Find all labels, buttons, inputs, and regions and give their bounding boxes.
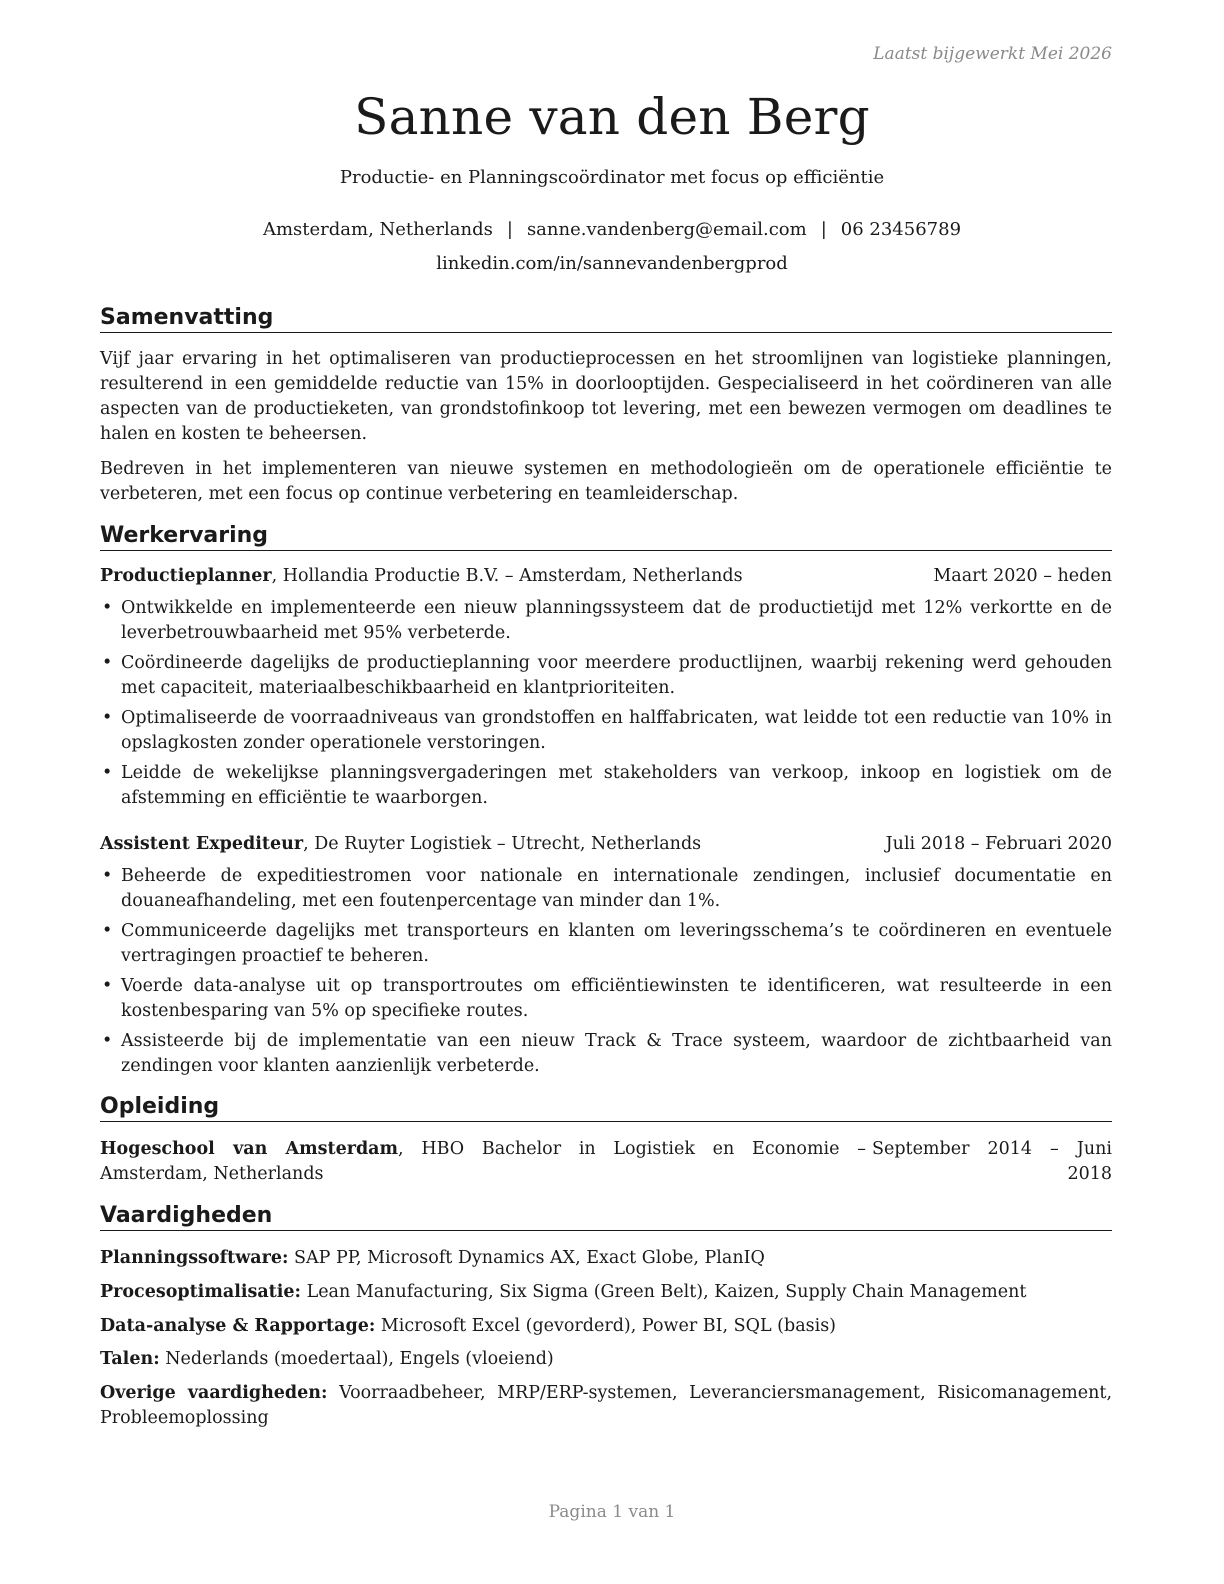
skill-value: Voorraadbeheer, MRP/ERP-systemen, Leveranciersmanagement, Risicomanagement, Probleemoplossing: [100, 1383, 1113, 1428]
list-item: • Coördineerde dagelijks de productieplanning voor meerdere productlijnen, waarbij rekening werd gehouden met capaciteit, materiaalbeschikbaarheid en klantprioriteiten.: [100, 651, 1112, 701]
skill-row: [100, 1246, 1112, 1271]
skill-value: Microsoft Excel (gevorderd), Power BI, SQL (basis): [375, 1316, 837, 1336]
job-employer: , De Ruyter Logistiek – Utrecht, Netherlands: [303, 834, 702, 854]
section-title-experience: Werkervaring: [100, 523, 1112, 551]
skill-row: [100, 1314, 1112, 1339]
skill-label: Procesoptimalisatie:: [100, 1282, 302, 1302]
list-item: • Communiceerde dagelijks met transporteurs en klanten om leveringsschema’s te coördineren en eventuele vertragingen proactief te beheren.: [100, 919, 1112, 969]
summary-paragraph-1: Vijf jaar ervaring in het optimaliseren van productieprocessen en het stroomlijnen van logistieke planningen, resulterend in een gemiddelde reductie van 15% in doorlooptijden. Gespecialiseerd in het coördineren van alle aspecten van de productieketen, van grondstofinkoop tot levering, met een bewezen vermogen om deadlines te halen en kosten te beheersen.: [100, 349, 1112, 444]
job-role: Assistent Expediteur: [100, 834, 304, 854]
section-title-summary: Samenvatting: [100, 305, 1112, 333]
job-dates: Maart 2020 – heden: [933, 566, 1112, 586]
list-item: • Voerde data-analyse uit op transportroutes om efficiëntiewinsten te identificeren, wat resulteerde in een kostenbesparing van 5% op specifieke routes.: [100, 974, 1112, 1024]
education-details: [100, 1137, 872, 1187]
skill-label: Planningssoftware:: [100, 1248, 289, 1268]
job-header: [100, 834, 1112, 854]
job-employer: , Hollandia Productie B.V. – Amsterdam, Netherlands: [271, 566, 743, 586]
location: Amsterdam, Netherlands: [262, 219, 493, 240]
skill-row: [100, 1280, 1112, 1305]
skill-row: [100, 1347, 1112, 1372]
linkedin-link[interactable]: linkedin.com/in/sannevandenbergprod: [436, 253, 788, 274]
school-name: Hogeschool van Amsterdam: [100, 1139, 399, 1159]
job-bullets: [100, 596, 1112, 816]
skill-label: Data-analyse & Rapportage:: [100, 1316, 376, 1336]
job-header: [100, 566, 1112, 586]
list-item: • Ontwikkelde en implementeerde een nieuw planningssysteem dat de productietijd met 12% verkortte en de leverbetrouwbaarheid met 95% verbeterde.: [100, 596, 1112, 646]
candidate-name: Sanne van den Berg: [354, 88, 870, 146]
job-title-line: [100, 566, 743, 586]
tagline: Productie- en Planningscoördinator met focus op efficiëntie: [339, 167, 885, 188]
skill-row: [100, 1381, 1112, 1431]
education-dates: September 2014 – Juni 2018: [872, 1139, 1112, 1184]
job-title-line: [100, 834, 701, 854]
skill-value: SAP PP, Microsoft Dynamics AX, Exact Globe, PlanIQ: [288, 1248, 765, 1268]
separator: |: [820, 219, 827, 240]
list-item: • Leidde de wekelijkse planningsvergaderingen met stakeholders van verkoop, inkoop en logistiek om de afstemming en efficiëntie te waarborgen.: [100, 761, 1112, 811]
skill-label: Overige vaardigheden:: [100, 1383, 328, 1403]
job-role: Productieplanner: [100, 566, 272, 586]
skill-label: Talen:: [100, 1349, 160, 1369]
degree: , HBO Bachelor in Logistiek en Economie – Amsterdam, Netherlands: [100, 1139, 866, 1184]
contact-line: [0, 219, 1224, 240]
page-footer: Pagina 1 van 1: [548, 1502, 676, 1522]
job-bullets: [100, 864, 1112, 1084]
section-title-education: Opleiding: [100, 1094, 1112, 1122]
separator: |: [506, 219, 513, 240]
list-item: • Beheerde de expeditiestromen voor nationale en internationale zendingen, inclusief documentatie en douaneafhandeling, met een foutenpercentage van minder dan 1%.: [100, 864, 1112, 914]
last-updated-note: Laatst bijgewerkt Mei 2026: [873, 44, 1112, 64]
phone-number: 06 23456789: [840, 219, 962, 240]
skill-value: Lean Manufacturing, Six Sigma (Green Belt), Kaizen, Supply Chain Management: [301, 1282, 1027, 1302]
skill-value: Nederlands (moedertaal), Engels (vloeiend): [159, 1349, 554, 1369]
summary-paragraph-2: Bedreven in het implementeren van nieuwe systemen en methodologieën om de operationele efficiëntie te verbeteren, met een focus op continue verbetering en teamleiderschap.: [100, 459, 1112, 504]
education-entry: [100, 1137, 1112, 1187]
section-title-skills: Vaardigheden: [100, 1203, 1112, 1231]
email-link[interactable]: sanne.vandenberg@email.com: [526, 219, 807, 240]
job-dates: Juli 2018 – Februari 2020: [885, 834, 1112, 854]
list-item: • Optimaliseerde de voorraadniveaus van grondstoffen en halffabricaten, wat leidde tot een reductie van 10% in opslagkosten zonder operationele verstoringen.: [100, 706, 1112, 756]
list-item: • Assisteerde bij de implementatie van een nieuw Track & Trace systeem, waardoor de zichtbaarheid van zendingen voor klanten aanzienlijk verbeterde.: [100, 1029, 1112, 1079]
